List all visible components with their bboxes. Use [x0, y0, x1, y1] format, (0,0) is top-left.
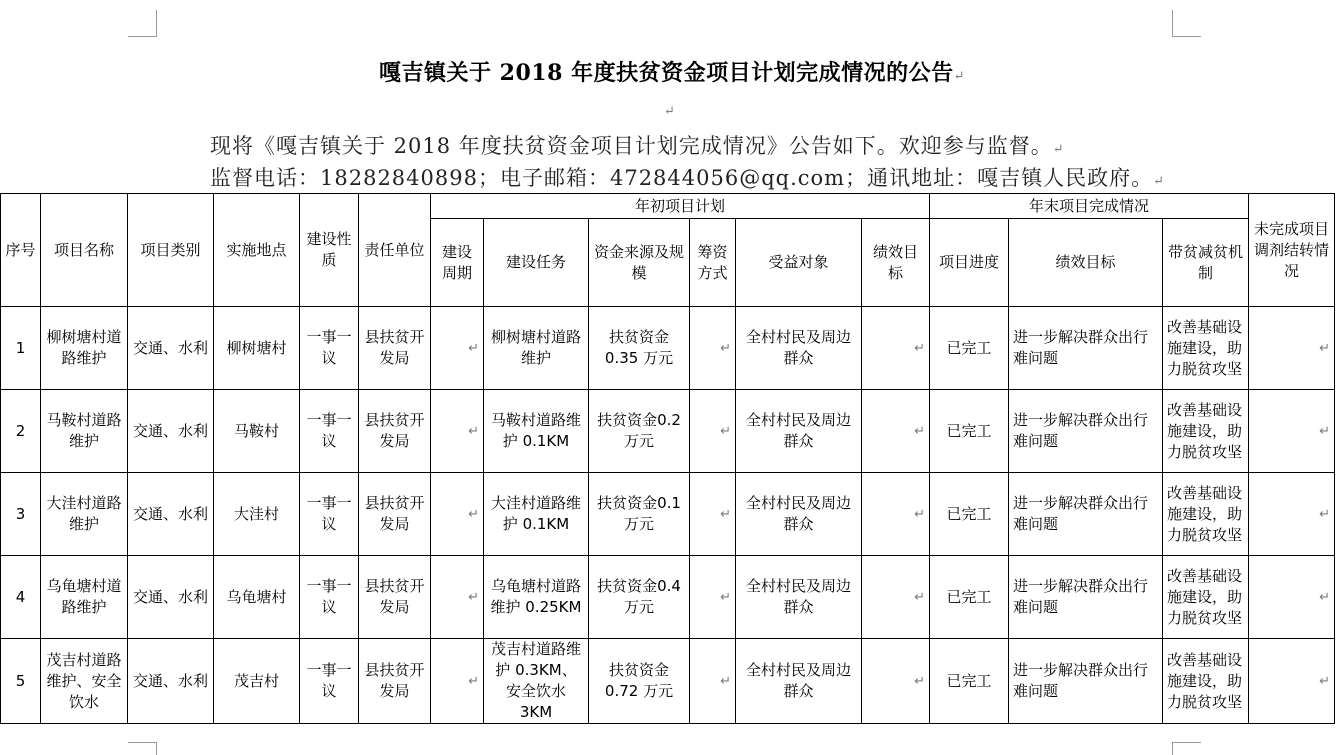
header-period: 建设周期: [431, 219, 484, 307]
cell-period: ↵: [431, 307, 484, 390]
paragraph-mark: ↵: [1153, 174, 1165, 189]
header-location: 实施地点: [214, 194, 300, 307]
cell-nature: 一事一议: [300, 639, 359, 724]
header-seq: 序号: [1, 194, 41, 307]
intro-line-1-text: 现将《嘎吉镇关于 2018 年度扶贫资金项目计划完成情况》公告如下。欢迎参与监督。: [210, 134, 1053, 158]
cell-target: ↵: [862, 473, 930, 556]
cell-category: 交通、水利: [128, 307, 214, 390]
cell-unit: 县扶贫开发局: [359, 639, 431, 724]
table-row: [1, 390, 1335, 473]
cell-name: 茂吉村道路维护、安全饮水: [41, 639, 128, 724]
project-table: [0, 193, 1335, 724]
table-row: [1, 639, 1335, 724]
header-done-target: 绩效目标: [1009, 219, 1163, 307]
cell-seq: 5: [1, 639, 41, 724]
intro-line-2: [210, 162, 1165, 192]
table-row: [1, 307, 1335, 390]
cell-seq: 2: [1, 390, 41, 473]
cell-period: ↵: [431, 556, 484, 639]
cell-location: 柳树塘村: [214, 307, 300, 390]
cell-unit: 县扶贫开发局: [359, 556, 431, 639]
cell-raise: ↵: [690, 473, 736, 556]
cell-unit: 县扶贫开发局: [359, 390, 431, 473]
cell-nature: 一事一议: [300, 473, 359, 556]
cell-seq: 3: [1, 473, 41, 556]
cell-done-target: 进一步解决群众出行难问题: [1009, 473, 1163, 556]
cell-progress: 已完工: [930, 307, 1009, 390]
cell-target: ↵: [862, 390, 930, 473]
cell-beneficiary: 全村村民及周边群众: [736, 473, 862, 556]
cell-mechanism: 改善基础设施建设，助力脱贫攻坚: [1163, 556, 1249, 639]
cell-mechanism: 改善基础设施建设，助力脱贫攻坚: [1163, 390, 1249, 473]
cell-mechanism: 改善基础设施建设，助力脱贫攻坚: [1163, 639, 1249, 724]
header-raise: 筹资方式: [690, 219, 736, 307]
cell-name: 马鞍村道路维护: [41, 390, 128, 473]
cell-period: ↵: [431, 390, 484, 473]
cell-raise: ↵: [690, 307, 736, 390]
cell-nature: 一事一议: [300, 556, 359, 639]
page-corner-mark-top-right: [1172, 10, 1201, 37]
cell-name: 大洼村道路维护: [41, 473, 128, 556]
cell-progress: 已完工: [930, 390, 1009, 473]
cell-category: 交通、水利: [128, 390, 214, 473]
cell-unfinished: ↵: [1249, 639, 1335, 724]
header-mechanism: 带贫减贫机制: [1163, 219, 1249, 307]
cell-funds: 扶贫资金0.4 万元: [589, 556, 690, 639]
cell-name: 柳树塘村道路维护: [41, 307, 128, 390]
cell-location: 马鞍村: [214, 390, 300, 473]
header-progress: 项目进度: [930, 219, 1009, 307]
cell-beneficiary: 全村村民及周边群众: [736, 556, 862, 639]
intro-line-1: [210, 130, 1065, 160]
cell-progress: 已完工: [930, 473, 1009, 556]
cell-funds: 扶贫资金0.35 万元: [589, 307, 690, 390]
cell-task: 大洼村道路维护 0.1KM: [484, 473, 589, 556]
cell-name: 乌龟塘村道路维护: [41, 556, 128, 639]
cell-mechanism: 改善基础设施建设，助力脱贫攻坚: [1163, 473, 1249, 556]
page-corner-mark-top-left: [128, 10, 157, 37]
header-group-plan: 年初项目计划: [431, 194, 930, 219]
cell-done-target: 进一步解决群众出行难问题: [1009, 307, 1163, 390]
cell-unfinished: ↵: [1249, 307, 1335, 390]
cell-period: ↵: [431, 473, 484, 556]
cell-location: 茂吉村: [214, 639, 300, 724]
document-title-text: 嘎吉镇关于 2018 年度扶贫资金项目计划完成情况的公告: [379, 60, 954, 86]
header-funds: 资金来源及规模: [589, 219, 690, 307]
table-row: [1, 473, 1335, 556]
header-category: 项目类别: [128, 194, 214, 307]
cell-seq: 1: [1, 307, 41, 390]
header-group-done: 年末项目完成情况: [930, 194, 1249, 219]
header-beneficiary: 受益对象: [736, 219, 862, 307]
cell-task: 马鞍村道路维护 0.1KM: [484, 390, 589, 473]
cell-category: 交通、水利: [128, 639, 214, 724]
header-nature: 建设性质: [300, 194, 359, 307]
header-unfinished: 未完成项目调剂结转情况: [1249, 194, 1335, 307]
cell-funds: 扶贫资金0.72 万元: [589, 639, 690, 724]
cell-beneficiary: 全村村民及周边群众: [736, 390, 862, 473]
cell-task: 乌龟塘村道路维护 0.25KM: [484, 556, 589, 639]
page-corner-mark-bottom-left: [128, 742, 157, 755]
cell-nature: 一事一议: [300, 390, 359, 473]
paragraph-mark: ↵: [953, 69, 965, 84]
paragraph-mark: ↵: [1052, 142, 1065, 157]
cell-progress: 已完工: [930, 639, 1009, 724]
page-corner-mark-bottom-right: [1172, 742, 1201, 755]
cell-funds: 扶贫资金0.1 万元: [589, 473, 690, 556]
empty-paragraph-mark: ↵: [664, 104, 675, 119]
cell-location: 乌龟塘村: [214, 556, 300, 639]
cell-task: 柳树塘村道路维护: [484, 307, 589, 390]
cell-raise: ↵: [690, 639, 736, 724]
cell-target: ↵: [862, 556, 930, 639]
cell-nature: 一事一议: [300, 307, 359, 390]
cell-unit: 县扶贫开发局: [359, 307, 431, 390]
cell-target: ↵: [862, 307, 930, 390]
cell-beneficiary: 全村村民及周边群众: [736, 639, 862, 724]
cell-unfinished: ↵: [1249, 473, 1335, 556]
cell-unfinished: ↵: [1249, 390, 1335, 473]
cell-category: 交通、水利: [128, 556, 214, 639]
cell-beneficiary: 全村村民及周边群众: [736, 307, 862, 390]
intro-line-2-text: 监督电话：18282840898；电子邮箱：472844056@qq.com；通讯地址：嘎吉镇人民政府。: [210, 166, 1154, 190]
cell-raise: ↵: [690, 390, 736, 473]
cell-task: 茂吉村道路维护 0.3KM、安全饮水 3KM: [484, 639, 589, 724]
cell-target: ↵: [862, 639, 930, 724]
cell-done-target: 进一步解决群众出行难问题: [1009, 556, 1163, 639]
cell-period: ↵: [431, 639, 484, 724]
cell-progress: 已完工: [930, 556, 1009, 639]
cell-seq: 4: [1, 556, 41, 639]
header-task: 建设任务: [484, 219, 589, 307]
cell-location: 大洼村: [214, 473, 300, 556]
document-title: [0, 56, 1344, 87]
cell-done-target: 进一步解决群众出行难问题: [1009, 390, 1163, 473]
cell-category: 交通、水利: [128, 473, 214, 556]
header-unit: 责任单位: [359, 194, 431, 307]
cell-raise: ↵: [690, 556, 736, 639]
cell-unit: 县扶贫开发局: [359, 473, 431, 556]
header-target: 绩效目标: [862, 219, 930, 307]
cell-unfinished: ↵: [1249, 556, 1335, 639]
cell-done-target: 进一步解决群众出行难问题: [1009, 639, 1163, 724]
cell-funds: 扶贫资金0.2 万元: [589, 390, 690, 473]
table-row: [1, 556, 1335, 639]
header-name: 项目名称: [41, 194, 128, 307]
cell-mechanism: 改善基础设施建设，助力脱贫攻坚: [1163, 307, 1249, 390]
